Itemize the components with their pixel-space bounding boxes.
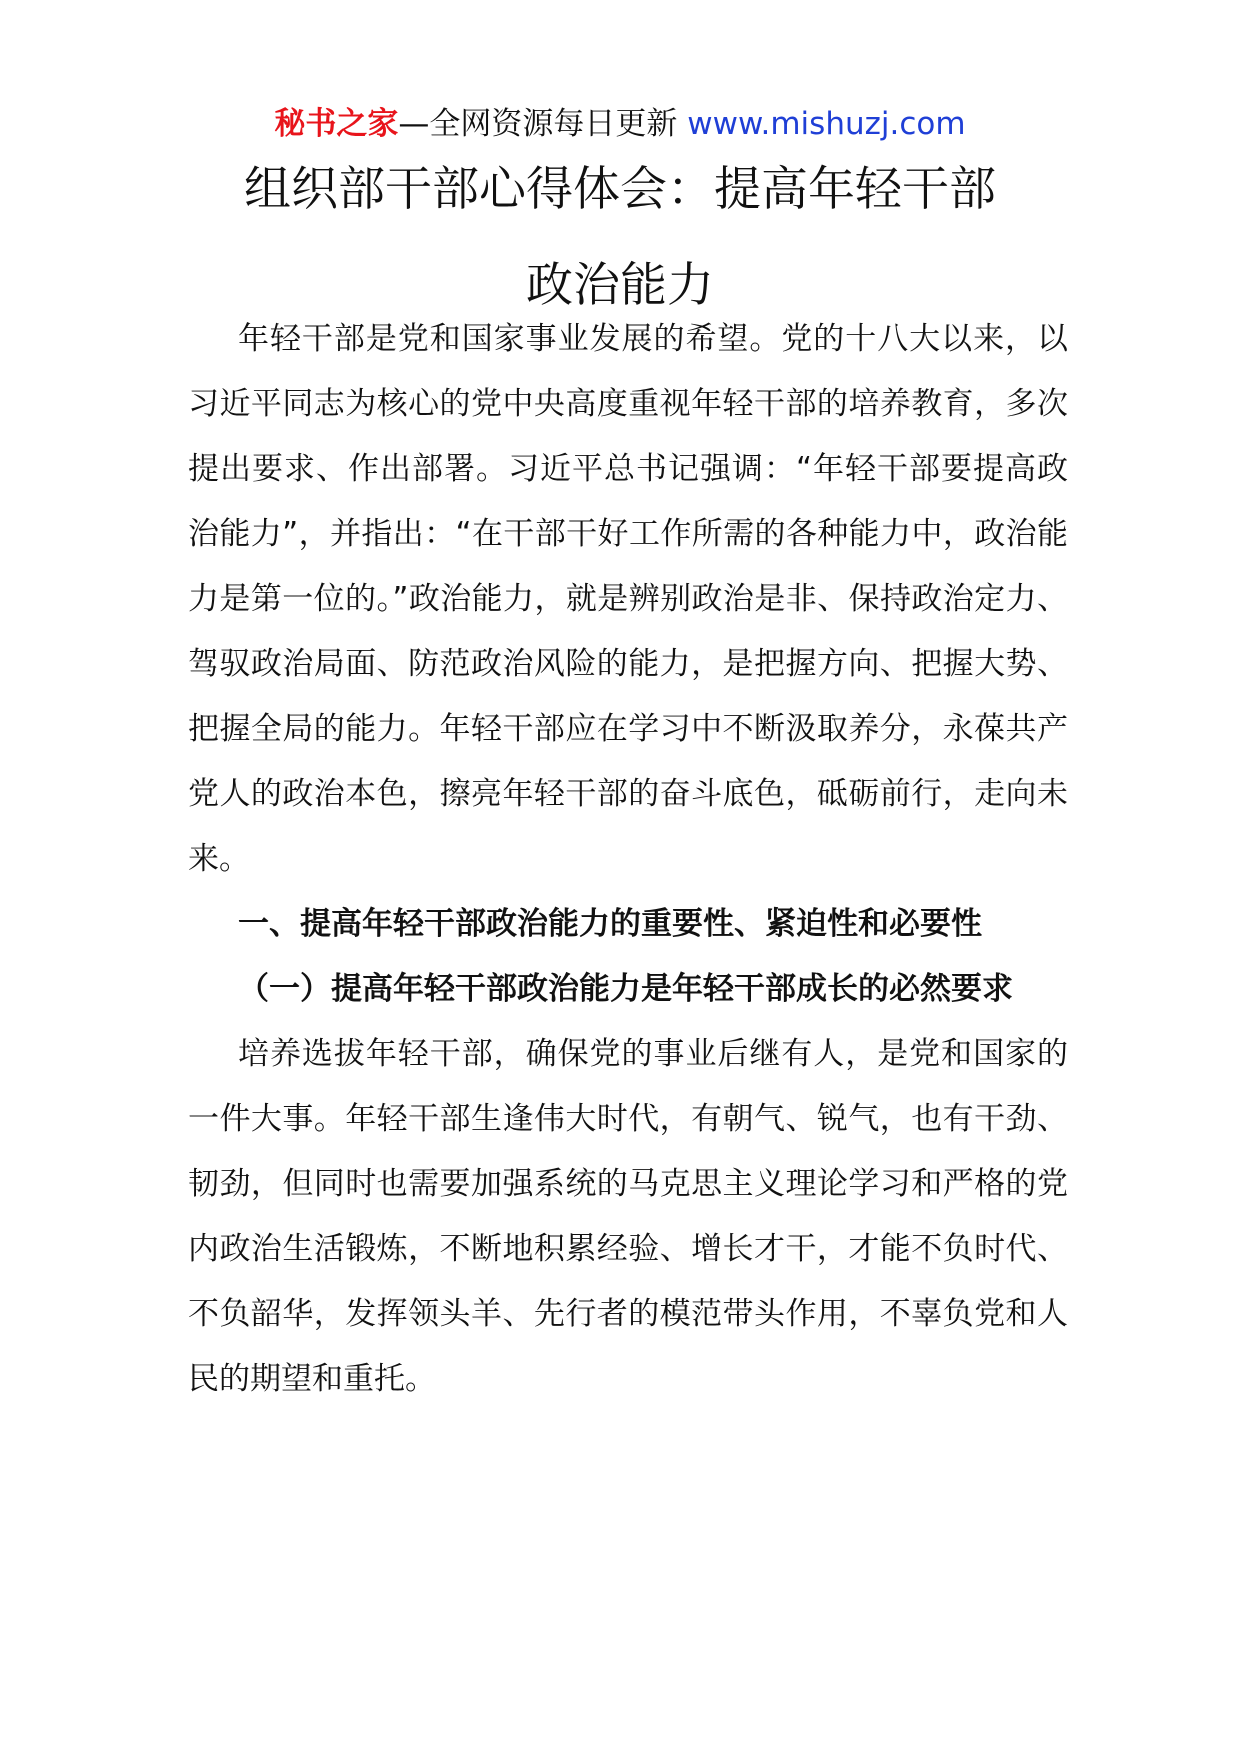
subsection-heading-1: （一）提高年轻干部政治能力是年轻干部成长的必然要求 <box>238 971 1013 1007</box>
site-slogan: —全网资源每日更新 <box>398 106 678 142</box>
section-heading-1: 一、提高年轻干部政治能力的重要性、紧迫性和必要性 <box>238 906 982 942</box>
document-body <box>188 307 1068 1412</box>
site-url-link[interactable]: www.mishuzj.com <box>687 106 966 142</box>
body-paragraph-1: 年轻干部是党和国家事业发展的希望。党的十八大以来，以习近平同志为核心的党中央高度重视年轻干部的培养教育，多次提出要求、作出部署。习近平总书记强调：“年轻干部要提高政治能力”，并指出：“在干部干好工作所需的各种能力中，政治能力是第一位的。”政治能力，就是辨别政治是非、保持政治定力、驾驭政治局面、防范政治风险的能力，是把握方向、把握大势、把握全局的能力。年轻干部应在学习中不断汲取养分，永葆共产党人的政治本色，擦亮年轻干部的奋斗底色，砥砺前行，走向未来。 <box>188 321 1068 877</box>
site-brand: 秘书之家 <box>274 106 399 142</box>
site-header <box>0 102 1240 146</box>
document-title-line-2: 政治能力 <box>526 258 714 313</box>
body-paragraph-2: 培养选拔年轻干部，确保党的事业后继有人，是党和国家的一件大事。年轻干部生逢伟大时代，有朝气、锐气，也有干劲、韧劲，但同时也需要加强系统的马克思主义理论学习和严格的党内政治生活锻炼，不断地积累经验、增长才干，才能不负时代、不负韶华，发挥领头羊、先行者的模范带头作用，不辜负党和人民的期望和重托。 <box>188 1036 1068 1397</box>
document-title-line-1: 组织部干部心得体会：提高年轻干部 <box>244 162 996 217</box>
